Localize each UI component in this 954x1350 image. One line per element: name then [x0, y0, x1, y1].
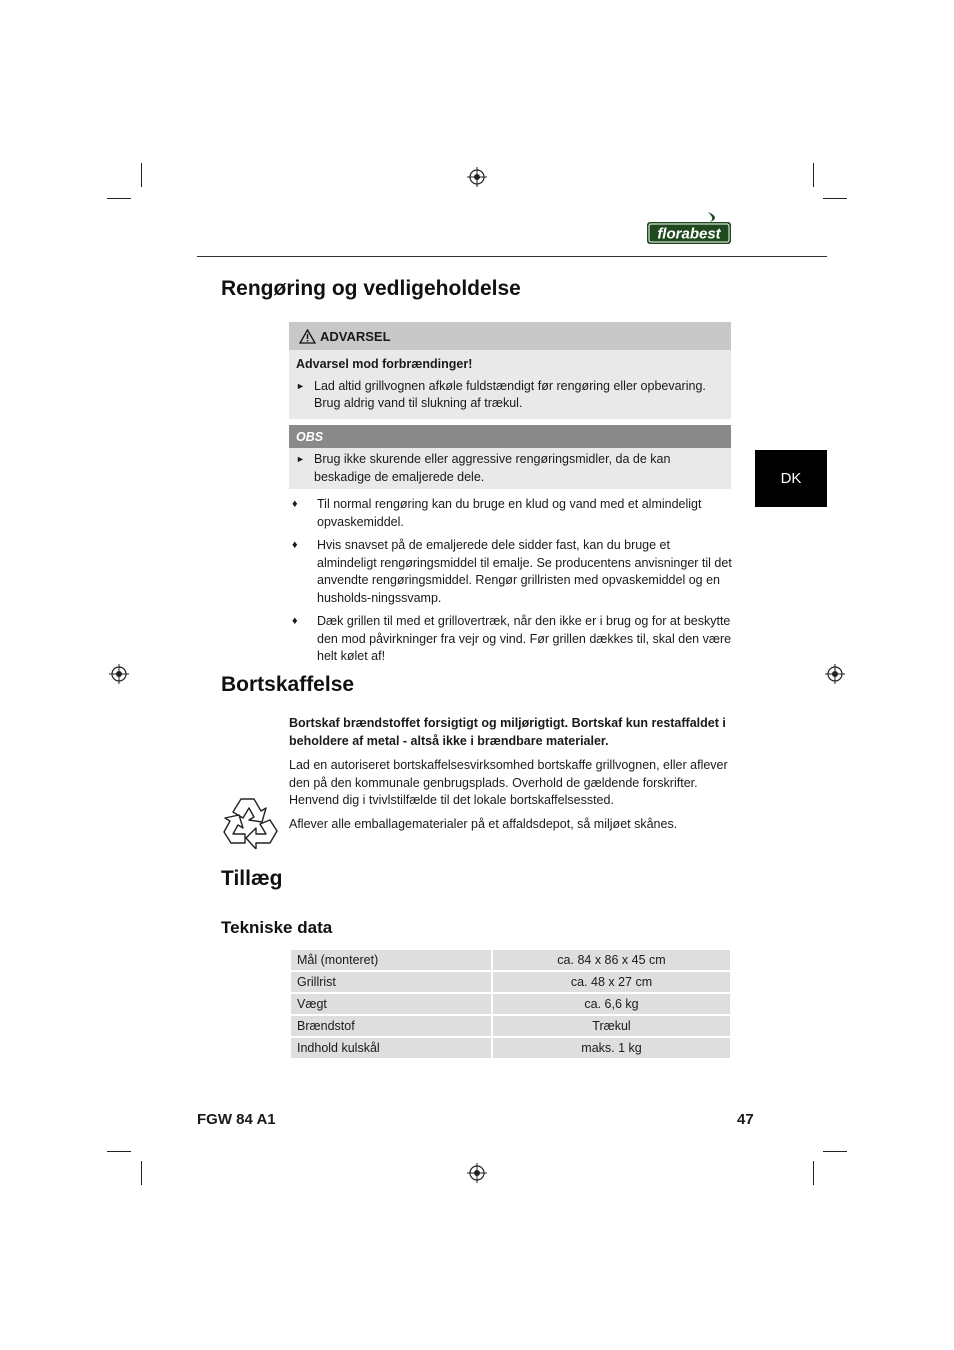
diamond-bullet-icon: ♦ — [292, 498, 298, 510]
diamond-bullet-icon: ♦ — [292, 539, 298, 551]
arrow-right-icon: ► — [296, 380, 305, 391]
spec-value: ca. 84 x 86 x 45 cm — [493, 950, 730, 970]
list-item — [292, 496, 732, 531]
spec-label: Vægt — [291, 994, 491, 1014]
warning-box-body — [289, 350, 731, 419]
list-item — [292, 613, 732, 666]
note-box-header: OBS — [289, 425, 731, 448]
warning-item — [296, 378, 721, 413]
table-row — [291, 1038, 730, 1058]
crop-mark — [813, 1161, 814, 1185]
language-tab: DK — [755, 450, 827, 507]
disposal-bold-text: Bortskaf brændstoffet forsigtigt og miljørigtigt. Bortskaf kun restaffaldet i beholdere af metal - altså ikke i brændbare materialer. — [289, 716, 726, 748]
table-row — [291, 994, 730, 1014]
spec-label: Mål (monteret) — [291, 950, 491, 970]
registration-mark-icon — [109, 664, 129, 684]
list-item-text: Dæk grillen til med et grillovertræk, når den ikke er i brug og for at beskytte den mod påvirkninger fra vejr og vind. Før grillen dækkes til, skal den være helt kølet af! — [317, 614, 732, 663]
disposal-paragraph-2: Aflever alle emballagematerialer på et affaldsdepot, så miljøet skånes. — [289, 817, 678, 831]
warning-subtitle: Advarsel mod forbrændinger! — [296, 357, 473, 371]
crop-mark — [141, 163, 142, 187]
crop-mark — [823, 198, 847, 199]
footer-model: FGW 84 A1 — [197, 1111, 276, 1128]
list-item — [292, 537, 732, 607]
section-title-appendix: Tillæg — [221, 867, 283, 890]
registration-mark-icon — [467, 1163, 487, 1183]
section-title-tech-data: Tekniske data — [221, 918, 333, 937]
warning-triangle-icon — [299, 329, 316, 344]
crop-mark — [141, 1161, 142, 1185]
disposal-paragraph-1: Lad en autoriseret bortskaffelsesvirksomhed bortskaffe grillvognen, eller aflever den på den kommunale genbrugsplads. Overhold de gældende forskrifter. Henvend dig i tvivlstilfælde til det lokale bortskaffelsessted. — [289, 758, 728, 807]
note-box-body — [289, 448, 731, 489]
warning-box — [289, 322, 731, 419]
table-row — [291, 950, 730, 970]
warning-label: ADVARSEL — [320, 328, 391, 344]
crop-mark — [107, 1151, 131, 1152]
spec-label: Indhold kulskål — [291, 1038, 491, 1058]
spec-label: Brændstof — [291, 1016, 491, 1036]
header-rule — [197, 256, 827, 257]
warning-box-header — [289, 322, 731, 350]
warning-item-text: Lad altid grillvognen afkøle fuldstændigt før rengøring eller opbevaring. Brug aldrig vand til slukning af trækul. — [314, 378, 706, 410]
list-item-text: Til normal rengøring kan du bruge en klud og vand med et almindeligt opvaskemiddel. — [317, 497, 702, 529]
section-title-cleaning: Rengøring og vedligeholdelse — [221, 277, 521, 300]
registration-mark-icon — [825, 664, 845, 684]
table-row — [291, 972, 730, 992]
florabest-logo — [646, 210, 732, 246]
spec-label: Grillrist — [291, 972, 491, 992]
note-item — [296, 451, 721, 486]
spec-value: ca. 6,6 kg — [493, 994, 730, 1014]
page-number: 47 — [737, 1111, 754, 1128]
tech-data-table — [289, 948, 732, 1060]
section-title-disposal: Bortskaffelse — [221, 673, 355, 696]
registration-mark-icon — [467, 167, 487, 187]
spec-value: Trækul — [493, 1016, 730, 1036]
note-box — [289, 425, 731, 489]
list-item-text: Hvis snavset på de emaljerede dele sidder fast, kan du bruge et almindeligt rengøringsmiddel til emalje. Se producentens anvisninger til det anvendte rengøringsmiddel. Rengør grillristen med opvaskemiddel og en husholds-ningssvamp. — [317, 538, 732, 605]
crop-mark — [107, 198, 131, 199]
spec-value: maks. 1 kg — [493, 1038, 730, 1058]
logo-text: florabest — [657, 225, 721, 243]
cleaning-bullets — [292, 496, 732, 672]
arrow-right-icon: ► — [296, 454, 305, 464]
recycle-icon — [221, 793, 279, 849]
crop-mark — [813, 163, 814, 187]
diamond-bullet-icon: ♦ — [292, 615, 298, 627]
table-row — [291, 1016, 730, 1036]
crop-mark — [823, 1151, 847, 1152]
spec-value: ca. 48 x 27 cm — [493, 972, 730, 992]
note-item-text: Brug ikke skurende eller aggressive rengøringsmidler, da de kan beskadige de emaljerede dele. — [314, 452, 671, 484]
